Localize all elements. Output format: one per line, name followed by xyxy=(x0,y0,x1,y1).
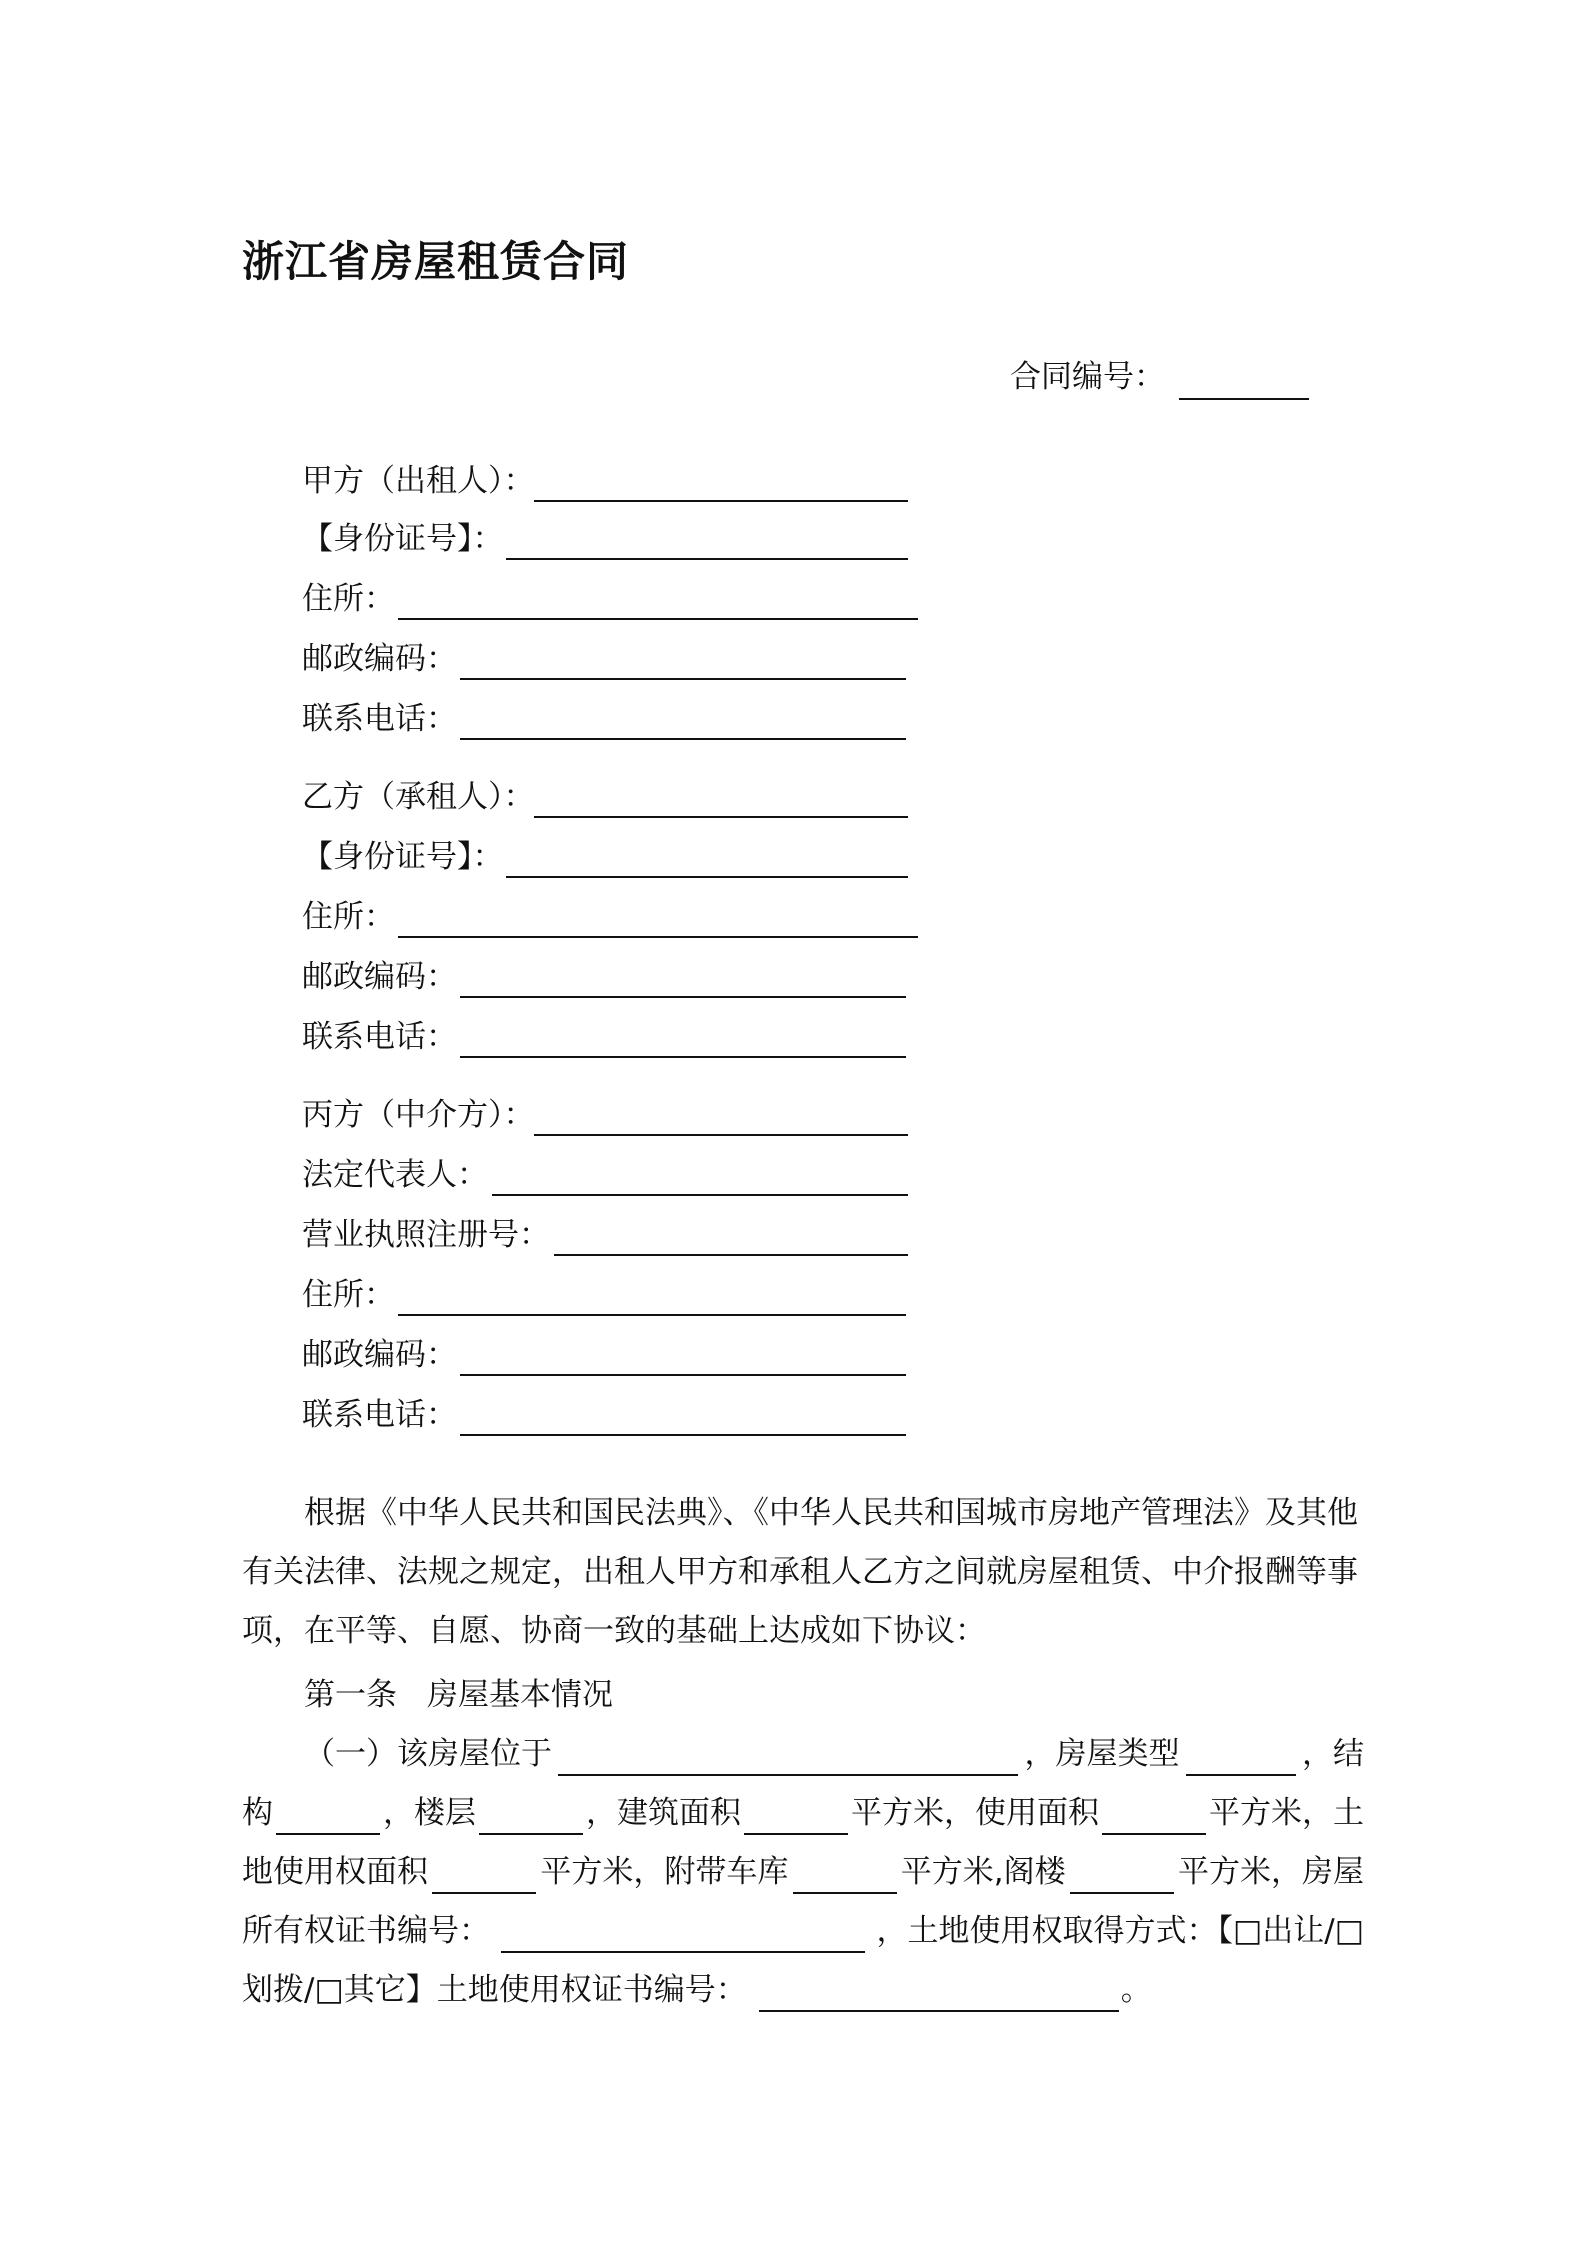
attic-label: 平方米,阁楼 xyxy=(900,1854,1066,1890)
floor-blank[interactable] xyxy=(479,1791,583,1835)
party-a-name-field xyxy=(302,458,535,504)
party-c-name-label: 丙方（中介方）： xyxy=(302,1097,535,1133)
house-type-label: ，房屋类型 xyxy=(1024,1736,1180,1772)
contract-number xyxy=(1010,354,1309,400)
party-c-name-field xyxy=(302,1092,535,1138)
article-1-number: 第一条 xyxy=(304,1677,397,1713)
party-c-rep-field xyxy=(302,1152,488,1198)
garage-blank[interactable] xyxy=(793,1850,897,1894)
land-area-blank[interactable] xyxy=(432,1850,536,1894)
party-c-postal-blank[interactable] xyxy=(460,1374,906,1376)
party-a-phone-field xyxy=(302,696,457,742)
party-c-address-blank[interactable] xyxy=(398,1314,906,1316)
floor-label: ，楼层 xyxy=(383,1795,476,1831)
preamble-line-2: 有关法律、法规之规定，出租人甲方和承租人乙方之间就房屋租赁、中介报酬等事 xyxy=(242,1554,1358,1590)
article-1-line-5 xyxy=(242,1961,1364,2020)
land-acquisition-label: ，土地使用权取得方式：【□出让/□ xyxy=(876,1913,1364,1949)
party-c-postal-field xyxy=(302,1332,457,1378)
contract-number-label: 合同编号： xyxy=(1010,359,1165,395)
preamble-line xyxy=(242,1543,1364,1602)
garage-label: 平方米，附带车库 xyxy=(540,1854,789,1890)
party-a-postal-label: 邮政编码： xyxy=(302,641,457,677)
article-1-body xyxy=(242,1725,1364,2020)
article-1-line-1 xyxy=(242,1725,1364,1784)
party-b-name-label: 乙方（承租人）： xyxy=(302,779,535,815)
preamble-line xyxy=(242,1484,1364,1543)
party-b-address-label: 住所： xyxy=(302,899,395,935)
party-b-id-label: 【身份证号】： xyxy=(302,839,504,875)
party-c-rep-label: 法定代表人： xyxy=(302,1157,488,1193)
usable-area-label: 平方米，使用面积 xyxy=(851,1795,1099,1831)
party-a-id-field xyxy=(302,516,504,562)
party-c-license-blank[interactable] xyxy=(554,1254,908,1256)
party-c-phone-field xyxy=(302,1392,457,1438)
party-c-license-label: 营业执照注册号： xyxy=(302,1217,550,1253)
party-a-postal-blank[interactable] xyxy=(460,678,906,680)
attic-blank[interactable] xyxy=(1070,1850,1174,1894)
land-cert-end: 。 xyxy=(1120,1972,1152,2008)
location-blank[interactable] xyxy=(558,1732,1018,1776)
party-b-phone-blank[interactable] xyxy=(460,1056,906,1058)
party-b-postal-blank[interactable] xyxy=(460,996,906,998)
preamble-line xyxy=(242,1602,1364,1661)
building-area-label: ，建筑面积 xyxy=(586,1795,741,1831)
party-c-address-label: 住所： xyxy=(302,1277,395,1313)
party-b-address-field xyxy=(302,894,395,940)
party-a-id-label: 【身份证号】： xyxy=(302,521,504,557)
preamble-line-3: 项，在平等、自愿、协商一致的基础上达成如下协议： xyxy=(242,1613,986,1649)
party-b-name-field xyxy=(302,774,535,820)
party-a-postal-field xyxy=(302,636,457,682)
party-c-phone-blank[interactable] xyxy=(460,1434,906,1436)
party-b-postal-field xyxy=(302,954,457,1000)
house-type-blank[interactable] xyxy=(1186,1732,1296,1776)
preamble-line-1: 根据《中华人民共和国民法典》、《中华人民共和国城市房地产管理法》及其他 xyxy=(304,1495,1358,1531)
party-c-address-field xyxy=(302,1272,395,1318)
party-b-id-blank[interactable] xyxy=(506,876,908,878)
party-a-address-field xyxy=(302,576,395,622)
party-c-phone-label: 联系电话： xyxy=(302,1397,457,1433)
article-1-heading xyxy=(304,1666,613,1725)
document-title: 浙江省房屋租赁合同 xyxy=(242,237,630,286)
structure-label-end: 构 xyxy=(242,1795,273,1831)
structure-blank[interactable] xyxy=(276,1791,380,1835)
party-b-address-blank[interactable] xyxy=(398,936,918,938)
party-c-license-field xyxy=(302,1212,550,1258)
land-cert-label: 划拨/□其它】土地使用权证书编号： xyxy=(242,1972,747,2008)
party-b-postal-label: 邮政编码： xyxy=(302,959,457,995)
usable-area-blank[interactable] xyxy=(1102,1791,1206,1835)
article-1-line-3 xyxy=(242,1843,1364,1902)
structure-label-start: ，结 xyxy=(1302,1736,1364,1772)
party-c-name-blank[interactable] xyxy=(534,1134,908,1136)
land-cert-blank[interactable] xyxy=(759,1968,1119,2012)
party-c-postal-label: 邮政编码： xyxy=(302,1337,457,1373)
party-b-phone-label: 联系电话： xyxy=(302,1019,457,1055)
party-a-phone-label: 联系电话： xyxy=(302,701,457,737)
ownership-cert-blank[interactable] xyxy=(501,1909,865,1953)
ownership-cert-label-end: 所有权证书编号： xyxy=(242,1913,490,1949)
party-c-rep-blank[interactable] xyxy=(492,1194,908,1196)
party-b-name-blank[interactable] xyxy=(534,816,908,818)
article-1-line-4 xyxy=(242,1902,1364,1961)
party-b-phone-field xyxy=(302,1014,457,1060)
party-a-id-blank[interactable] xyxy=(506,558,908,560)
location-label: （一）该房屋位于 xyxy=(304,1736,552,1772)
preamble-paragraph xyxy=(242,1484,1364,1661)
land-area-label-start: 平方米，土 xyxy=(1209,1795,1364,1831)
contract-number-blank[interactable] xyxy=(1179,358,1309,400)
land-area-label-end: 地使用权面积 xyxy=(242,1854,428,1890)
party-b-id-field xyxy=(302,834,504,880)
article-1-line-2 xyxy=(242,1784,1364,1843)
article-1-title: 房屋基本情况 xyxy=(427,1677,613,1713)
party-a-address-blank[interactable] xyxy=(398,618,918,620)
party-a-name-label: 甲方（出租人）： xyxy=(302,463,535,499)
party-a-phone-blank[interactable] xyxy=(460,738,906,740)
ownership-cert-label-start: 平方米，房屋 xyxy=(1177,1854,1364,1890)
party-a-address-label: 住所： xyxy=(302,581,395,617)
building-area-blank[interactable] xyxy=(744,1791,848,1835)
party-a-name-blank[interactable] xyxy=(534,500,908,502)
